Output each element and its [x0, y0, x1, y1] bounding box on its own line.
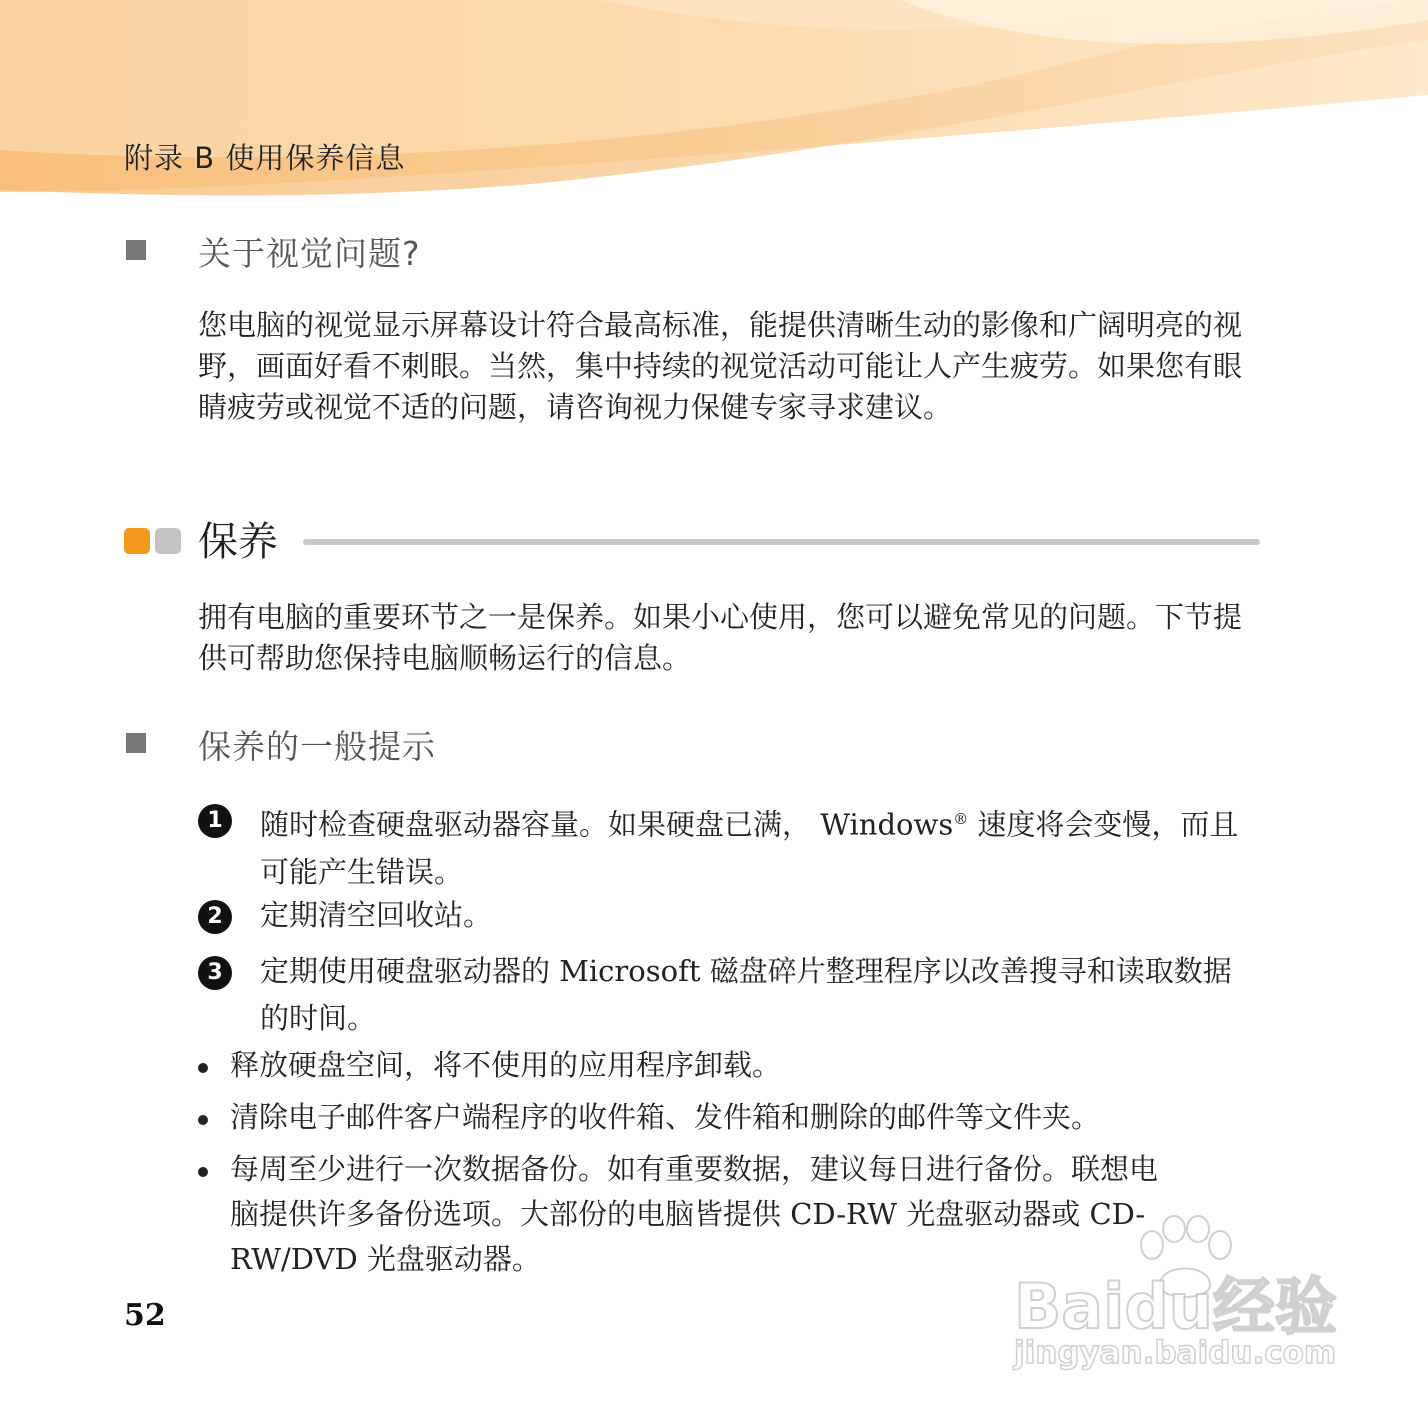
vision-paragraph: 您电脑的视觉显示屏幕设计符合最高标准，能提供清晰生动的影像和广阔明亮的视野，画面好看不刺眼。当然，集中持续的视觉活动可能让人产生疲劳。如果您有眼睛疲劳或视觉不适的问题，请咨询视力保健专家寻求建议。: [198, 308, 1243, 424]
maintenance-intro: 拥有电脑的重要环节之一是保养。如果小心使用，您可以避免常见的问题。下节提供可帮助您保持电脑顺畅运行的信息。: [198, 600, 1243, 675]
numbered-item: [198, 800, 1263, 890]
number-3-icon: 3: [198, 956, 232, 990]
numbered-item-text: 随时检查硬盘驱动器容量。如果硬盘已满， Windows® 速度将会变慢，而且可能产生错误。: [260, 807, 1239, 889]
vision-heading: 关于视觉问题?: [198, 234, 421, 273]
page-number: 52: [124, 1298, 166, 1333]
bullet-icon: [198, 1167, 208, 1177]
chapter-header-title: 附录 B 使用保养信息: [124, 141, 406, 175]
bullet-icon: [198, 1115, 208, 1125]
numbered-item-text: 定期使用硬盘驱动器的 Microsoft 磁盘碎片整理程序以改善搜寻和读取数据的时间。: [260, 954, 1232, 1035]
list-item-text: 清除电子邮件客户端程序的收件箱、发件箱和删除的邮件等文件夹。: [230, 1100, 1101, 1134]
baidu-jingyan-watermark: [1010, 1215, 1350, 1385]
watermark-url-text: jingyan.baidu.com: [1014, 1335, 1337, 1371]
numbered-item-text: 定期清空回收站。: [260, 898, 493, 932]
numbered-item: [198, 896, 1263, 941]
number-2-icon: 2: [198, 900, 232, 934]
square-bullet-icon: [126, 733, 146, 753]
tips-heading: 保养的一般提示: [198, 727, 436, 766]
section-divider: [303, 539, 1260, 545]
list-item-text: 释放硬盘空间，将不使用的应用程序卸载。: [230, 1048, 782, 1082]
section-title: 保养: [198, 519, 278, 565]
bullet-icon: [198, 1063, 208, 1073]
gray-square-icon: [155, 528, 181, 554]
watermark-logo-text: Baidu经验: [1014, 1270, 1337, 1343]
number-1-icon: 1: [198, 804, 232, 838]
list-item-text: 每周至少进行一次数据备份。如有重要数据，建议每日进行备份。联想电脑提供许多备份选项。大部份的电脑皆提供 CD-RW 光盘驱动器或 CD-RW/DVD 光盘驱动器。: [230, 1152, 1159, 1276]
numbered-item: [198, 952, 1263, 1042]
orange-square-icon: [124, 528, 150, 554]
square-bullet-icon: [126, 240, 146, 260]
